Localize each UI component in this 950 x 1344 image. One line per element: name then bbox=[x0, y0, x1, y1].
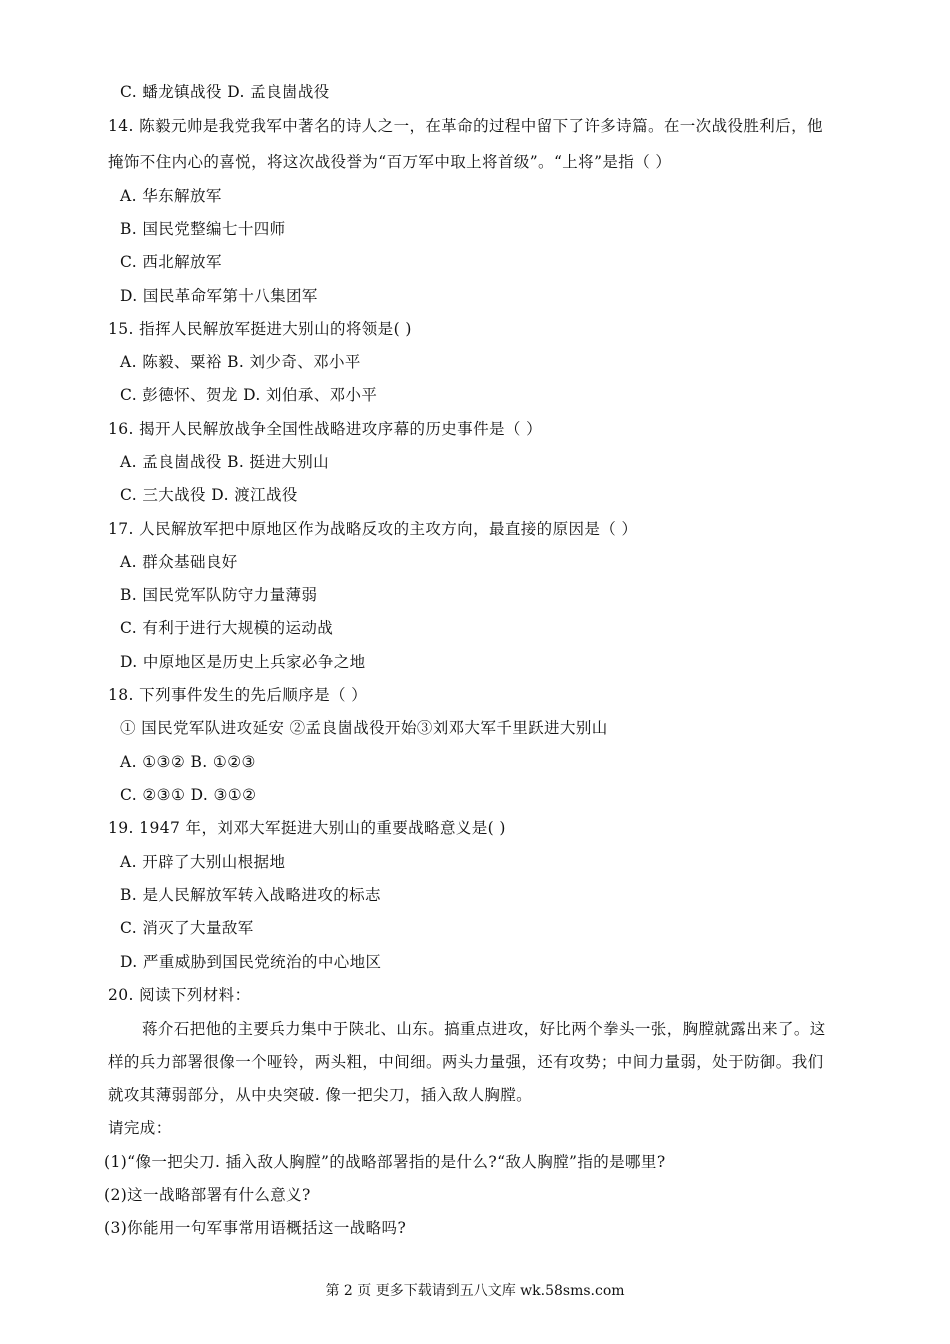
q18-options-cd: C. ②③① D. ③①② bbox=[120, 786, 257, 804]
q14-option-b: B. 国民党整编七十四师 bbox=[120, 220, 286, 238]
q19-option-d: D. 严重威胁到国民党统治的中心地区 bbox=[120, 953, 382, 971]
q14-stem-line1: 14. 陈毅元帅是我党我军中著名的诗人之一，在革命的过程中留下了许多诗篇。在一次战役胜利后，他 bbox=[108, 117, 823, 135]
q14-option-d: D. 国民革命军第十八集团军 bbox=[120, 287, 318, 305]
q15-options-ab: A. 陈毅、粟裕 B. 刘少奇、邓小平 bbox=[120, 353, 361, 371]
q19-option-c: C. 消灭了大量敌军 bbox=[120, 919, 254, 937]
q19-option-a: A. 开辟了大别山根据地 bbox=[120, 853, 286, 871]
q20-subquestion-2: (2)这一战略部署有什么意义? bbox=[104, 1186, 311, 1204]
q13-options-cd: C. 蟠龙镇战役 D. 孟良崮战役 bbox=[120, 83, 330, 101]
q20-material-line1: 蒋介石把他的主要兵力集中于陕北、山东。搞重点进攻，好比两个拳头一张，胸膛就露出来了。这 bbox=[142, 1020, 826, 1038]
q18-options-ab: A. ①③② B. ①②③ bbox=[120, 753, 256, 771]
q18-events: ① 国民党军队进攻延安 ②孟良崮战役开始③刘邓大军千里跃进大别山 bbox=[120, 719, 608, 737]
q14-option-c: C. 西北解放军 bbox=[120, 253, 222, 271]
q15-stem: 15. 指挥人民解放军挺进大别山的将领是( ) bbox=[108, 320, 412, 338]
q14-stem-line2: 掩饰不住内心的喜悦，将这次战役誉为“百万军中取上将首级”。“上将”是指（ ） bbox=[108, 153, 672, 171]
q17-option-a: A. 群众基础良好 bbox=[120, 553, 238, 571]
q20-subquestion-1: (1)“像一把尖刀. 插入敌人胸膛”的战略部署指的是什么?“敌人胸膛”指的是哪里? bbox=[104, 1153, 666, 1171]
page-footer: 第 2 页 更多下载请到五八文库 wk.58sms.com bbox=[325, 1283, 625, 1299]
q16-options-cd: C. 三大战役 D. 渡江战役 bbox=[120, 486, 298, 504]
q17-option-b: B. 国民党军队防守力量薄弱 bbox=[120, 586, 318, 604]
q19-option-b: B. 是人民解放军转入战略进攻的标志 bbox=[120, 886, 381, 904]
q20-instruction: 请完成： bbox=[108, 1119, 172, 1137]
q16-options-ab: A. 孟良崮战役 B. 挺进大别山 bbox=[120, 453, 330, 471]
q20-material-line3: 就攻其薄弱部分，从中央突破. 像一把尖刀，插入敌人胸膛。 bbox=[108, 1086, 533, 1104]
q20-material-line2: 样的兵力部署很像一个哑铃，两头粗，中间细。两头力量强，还有攻势；中间力量弱，处于防御。我们 bbox=[108, 1053, 824, 1071]
q20-stem: 20. 阅读下列材料： bbox=[108, 986, 251, 1004]
q17-stem: 17. 人民解放军把中原地区作为战略反攻的主攻方向，最直接的原因是（ ） bbox=[108, 520, 638, 538]
q15-options-cd: C. 彭德怀、贺龙 D. 刘伯承、邓小平 bbox=[120, 386, 378, 404]
q17-option-d: D. 中原地区是历史上兵家必争之地 bbox=[120, 653, 366, 671]
q20-subquestion-3: (3)你能用一句军事常用语概括这一战略吗? bbox=[104, 1219, 407, 1237]
q18-stem: 18. 下列事件发生的先后顺序是（ ） bbox=[108, 686, 368, 704]
q14-option-a: A. 华东解放军 bbox=[120, 187, 222, 205]
q19-stem: 19. 1947 年，刘邓大军挺进大别山的重要战略意义是( ) bbox=[108, 819, 506, 837]
q16-stem: 16. 揭开人民解放战争全国性战略进攻序幕的历史事件是（ ） bbox=[108, 420, 543, 438]
q17-option-c: C. 有利于进行大规模的运动战 bbox=[120, 619, 334, 637]
